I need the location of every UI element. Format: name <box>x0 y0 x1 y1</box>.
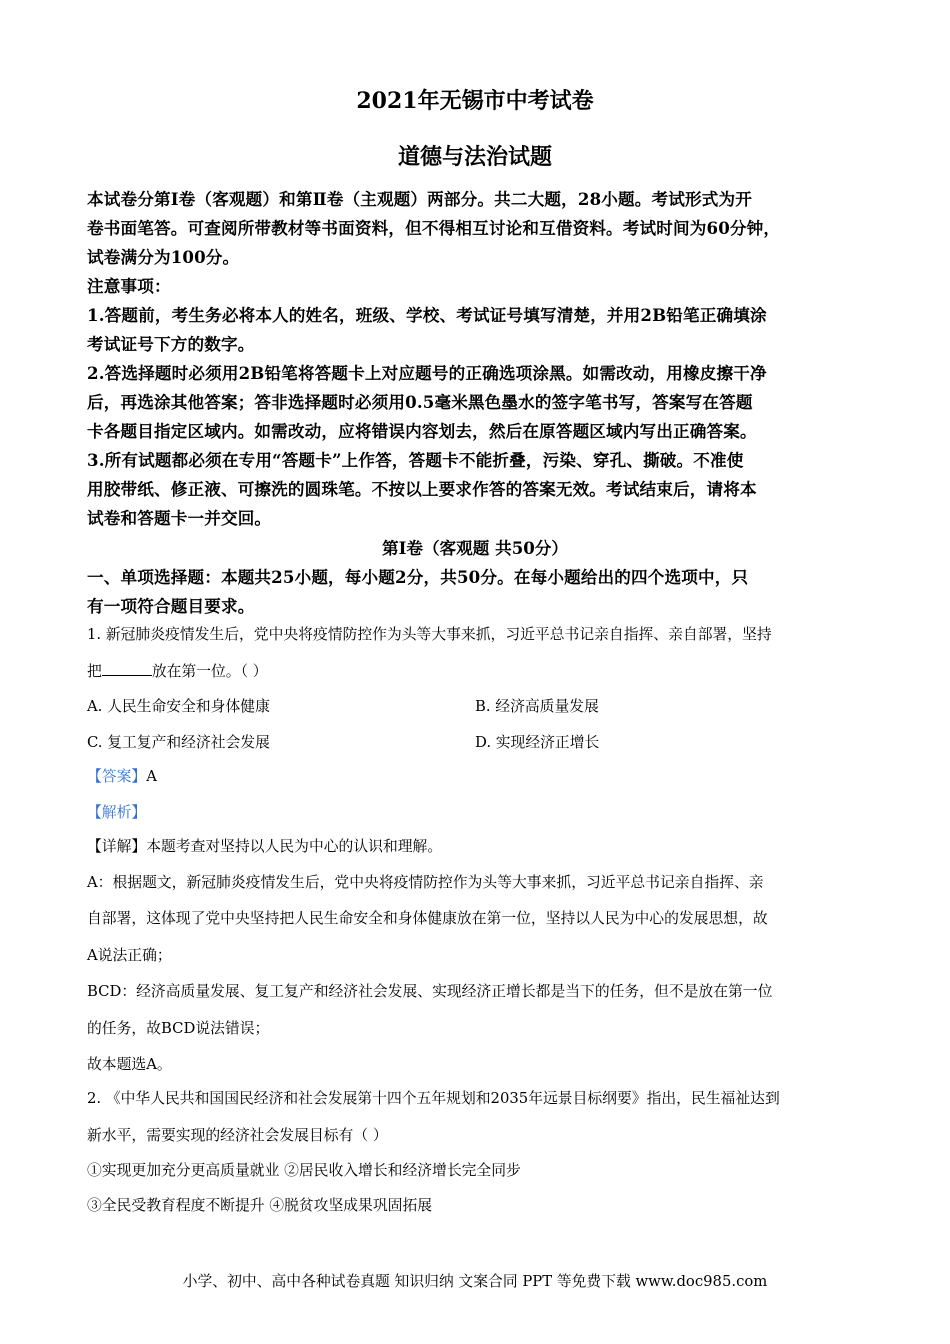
option-c: C. 复工复产和经济社会发展 <box>87 734 270 751</box>
notes-heading: 注意事项： <box>87 276 171 296</box>
note-line: 卡各题目指定区域内。如需改动，应将错误内容划去，然后在原答题区域内写出正确答案。 <box>87 421 757 441</box>
answer-value: A <box>146 768 157 785</box>
page-footer: 小学、初中、高中各种试卷真题 知识归纳 文案合同 PPT 等免费下载 www.doc985.com <box>182 1273 768 1290</box>
note-line: 用胶带纸、修正液、可擦洗的圆珠笔。不按以上要求作答的答案无效。考试结束后，请将本 <box>87 479 757 499</box>
intro-line: 试卷满分为100分。 <box>87 247 240 267</box>
part-heading: 有一项符合题目要求。 <box>87 596 255 616</box>
intro-line: 卷书面笔答。可查阅所带教材等书面资料，但不得相互讨论和互借资料。考试时间为60分钟， <box>87 218 781 238</box>
stem-text: 把 <box>87 663 102 680</box>
detail-line: BCD：经济高质量发展、复工复产和经济社会发展、实现经济正增长都是当下的任务，但不是放在第一位 <box>87 983 773 1000</box>
note-line: 后，再选涂其他答案；答非选择题时必须用0.5毫米黑色墨水的签字笔书写，答案写在答题 <box>87 392 753 412</box>
question-stem <box>87 660 268 681</box>
note-line: 3.所有试题都必须在专用“答题卡”上作答，答题卡不能折叠，污染、穿孔、撕破。不准使 <box>87 450 744 470</box>
detail-line: 自部署，这体现了党中央坚持把人民生命安全和身体健康放在第一位，坚持以人民为中心的发展思想，故 <box>87 910 768 927</box>
option-b: B. 经济高质量发展 <box>475 698 599 715</box>
question-stem: 1. 新冠肺炎疫情发生后，党中央将疫情防控作为头等大事来抓，习近平总书记亲自指挥、亲自部署，坚持 <box>87 626 772 643</box>
section-title: 第Ⅰ卷（客观题 共50分） <box>382 538 568 558</box>
option-a: A. 人民生命安全和身体健康 <box>87 698 270 715</box>
detail-line: 的任务，故BCD说法错误； <box>87 1020 270 1037</box>
answer-line <box>87 765 157 786</box>
analysis-tag: 【解析】 <box>87 804 147 821</box>
detail-line: A：根据题文，新冠肺炎疫情发生后，党中央将疫情防控作为头等大事来抓，习近平总书记亲自指挥、亲 <box>87 874 764 891</box>
note-line: 1.答题前，考生务必将本人的姓名，班级、学校、考试证号填写清楚，并用2B铅笔正确填涂 <box>87 305 767 325</box>
detail-line: A说法正确； <box>87 947 172 964</box>
intro-line: 本试卷分第Ⅰ卷（客观题）和第Ⅱ卷（主观题）两部分。共二大题，28小题。考试形式为开 <box>87 189 752 209</box>
fill-blank <box>102 661 152 676</box>
part-heading: 一、单项选择题：本题共25小题，每小题2分，共50分。在每小题给出的四个选项中，只 <box>87 567 749 587</box>
exam-title: 2021年无锡市中考试卷 <box>356 88 594 114</box>
note-line: 2.答选择题时必须用2B铅笔将答题卡上对应题号的正确选项涂黑。如需改动，用橡皮擦干净 <box>87 363 767 383</box>
answer-tag: 【答案】 <box>87 768 147 785</box>
question-stem: 新水平，需要实现的经济社会发展目标有（ ） <box>87 1127 388 1144</box>
question-stem: 2. 《中华人民共和国国民经济和社会发展第十四个五年规划和2035年远景目标纲要》指出，民生福祉达到 <box>87 1090 780 1107</box>
question-item: ①实现更加充分更高质量就业 ②居民收入增长和经济增长完全同步 <box>87 1162 521 1179</box>
detail-line: 【详解】本题考查对坚持以人民为中心的认识和理解。 <box>87 838 443 855</box>
note-line: 试卷和答题卡一并交回。 <box>87 508 272 528</box>
detail-line: 故本题选A。 <box>87 1056 172 1073</box>
note-line: 考试证号下方的数字。 <box>87 334 255 354</box>
exam-subtitle: 道德与法治试题 <box>397 144 552 170</box>
question-item: ③全民受教育程度不断提升 ④脱贫攻坚成果巩固拓展 <box>87 1197 433 1214</box>
option-d: D. 实现经济正增长 <box>475 734 600 751</box>
stem-text: 放在第一位。（ ） <box>151 663 268 680</box>
